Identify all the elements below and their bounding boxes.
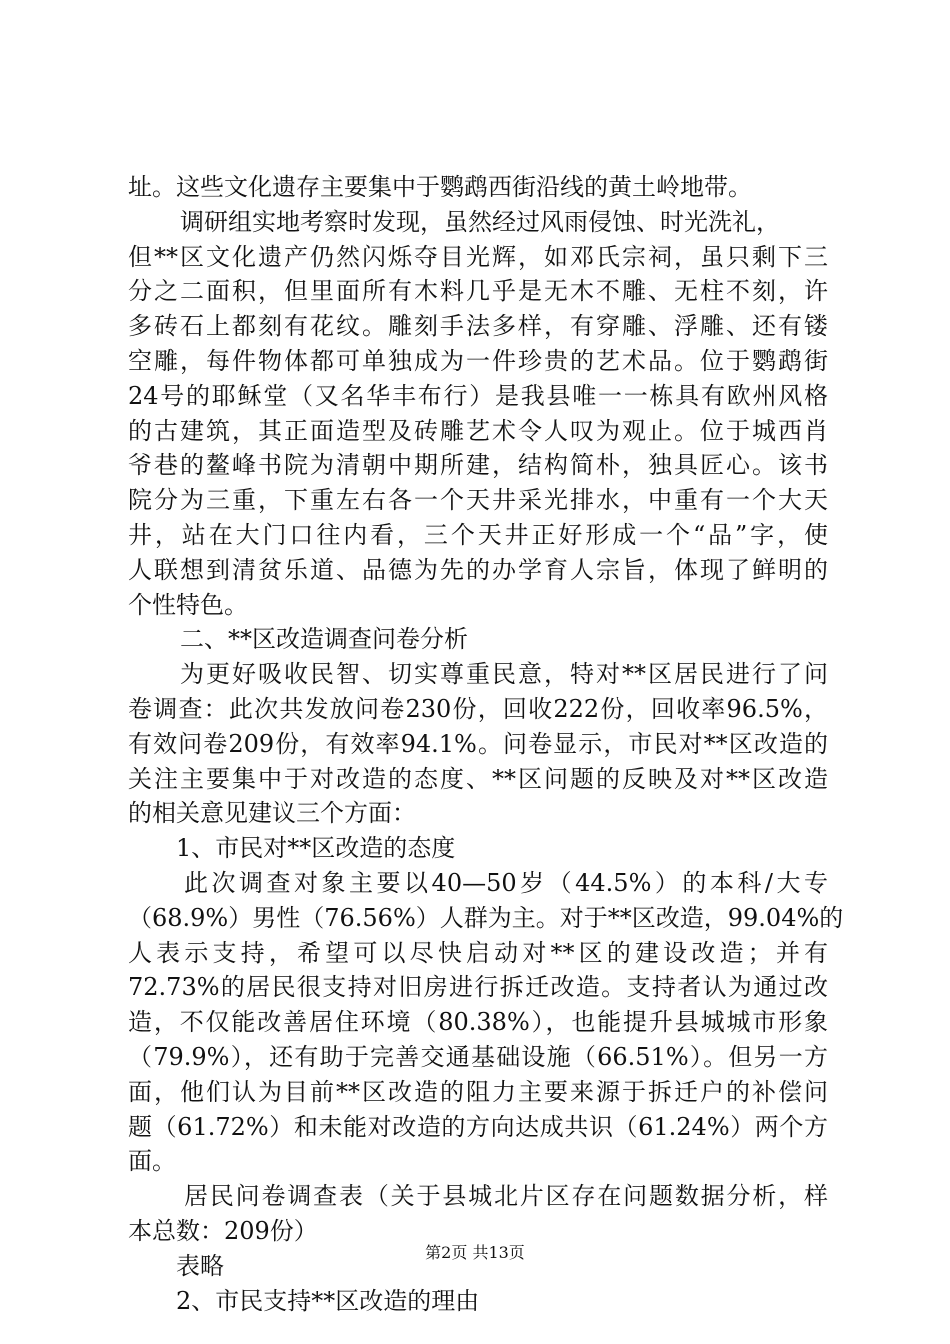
text-line: 的相关意见建议三个方面： (128, 799, 416, 828)
text-line: 为更好吸收民智、切实尊重民意，特对**区居民进行了问 (180, 660, 828, 689)
text-line: 多砖石上都刻有花纹。雕刻手法多样，有穿雕、浮雕、还有镂 (128, 312, 828, 341)
text-line: 卷调查：此次共发放问卷230份，回收222份，回收率96.5%， (128, 694, 828, 723)
text-line: （68.9%）男性（76.56%）人群为主。对于**区改造，99.04%的 (128, 903, 844, 932)
text-line: 址。这些文化遗存主要集中于鹦鹉西街沿线的黄土岭地带。 (128, 173, 752, 201)
table-caption: 居民问卷调查表（关于县城北片区存在问题数据分析，样 (184, 1182, 828, 1211)
text-line: 造，不仅能改善居住环境（80.38%），也能提升县城城市形象 (128, 1008, 828, 1037)
text-line: 个性特色。 (128, 590, 248, 619)
text-line: （79.9%），还有助于完善交通基础设施（66.51%）。但另一方 (128, 1042, 828, 1071)
subsection-heading: 1、市民对**区改造的态度 (176, 834, 456, 863)
text-line: 井，站在大门口往内看，三个天井正好形成一个“品”字，使 (128, 520, 828, 549)
text-line: 有效问卷209份，有效率94.1%。问卷显示，市民对**区改造的 (128, 729, 828, 758)
text-line: 题（61.72%）和未能对改造的方向达成共识（61.24%）两个方 (128, 1112, 828, 1141)
text-line: 面。 (128, 1147, 176, 1176)
text-line: 空雕，每件物体都可单独成为一件珍贵的艺术品。位于鹦鹉街 (128, 346, 828, 375)
text-line: 爷巷的鳌峰书院为清朝中期所建，结构简朴，独具匠心。该书 (128, 451, 828, 480)
table-caption: 本总数：209份） (128, 1216, 318, 1245)
table-placeholder: 表略 (176, 1251, 224, 1280)
section-heading: 二、**区改造调查问卷分析 (180, 625, 468, 654)
text-line: 人表示支持，希望可以尽快启动对**区的建设改造；并有 (128, 938, 828, 967)
text-line: 调研组实地考察时发现，虽然经过风雨侵蚀、时光洗礼， (180, 207, 780, 236)
subsection-heading: 2、市民支持**区改造的理由 (176, 1286, 480, 1315)
text-line: 关注主要集中于对改造的态度、**区问题的反映及对**区改造 (128, 764, 828, 793)
text-line: 24号的耶稣堂（又名华丰布行）是我县唯一一栋具有欧州风格 (128, 381, 828, 410)
text-line: 面，他们认为目前**区改造的阻力主要来源于拆迁户的补偿问 (128, 1077, 828, 1106)
text-line: 但**区文化遗产仍然闪烁夺目光辉，如邓氏宗祠，虽只剩下三 (128, 242, 828, 271)
document-body (128, 170, 844, 1318)
text-line: 此次调查对象主要以40—50岁（44.5%）的本科/大专 (184, 868, 828, 897)
text-line: 72.73%的居民很支持对旧房进行拆迁改造。支持者认为通过改 (128, 973, 828, 1002)
text-line: 分之二面积，但里面所有木料几乎是无木不雕、无柱不刻，许 (128, 277, 828, 306)
page-number: 第2页 共13页 (425, 1243, 525, 1262)
text-line: 院分为三重，下重左右各一个天井采光排水，中重有一个大天 (128, 486, 828, 515)
text-line: 的古建筑，其正面造型及砖雕艺术令人叹为观止。位于城西肖 (128, 416, 828, 445)
text-line: 人联想到清贫乐道、品德为先的办学育人宗旨，体现了鲜明的 (128, 555, 828, 584)
